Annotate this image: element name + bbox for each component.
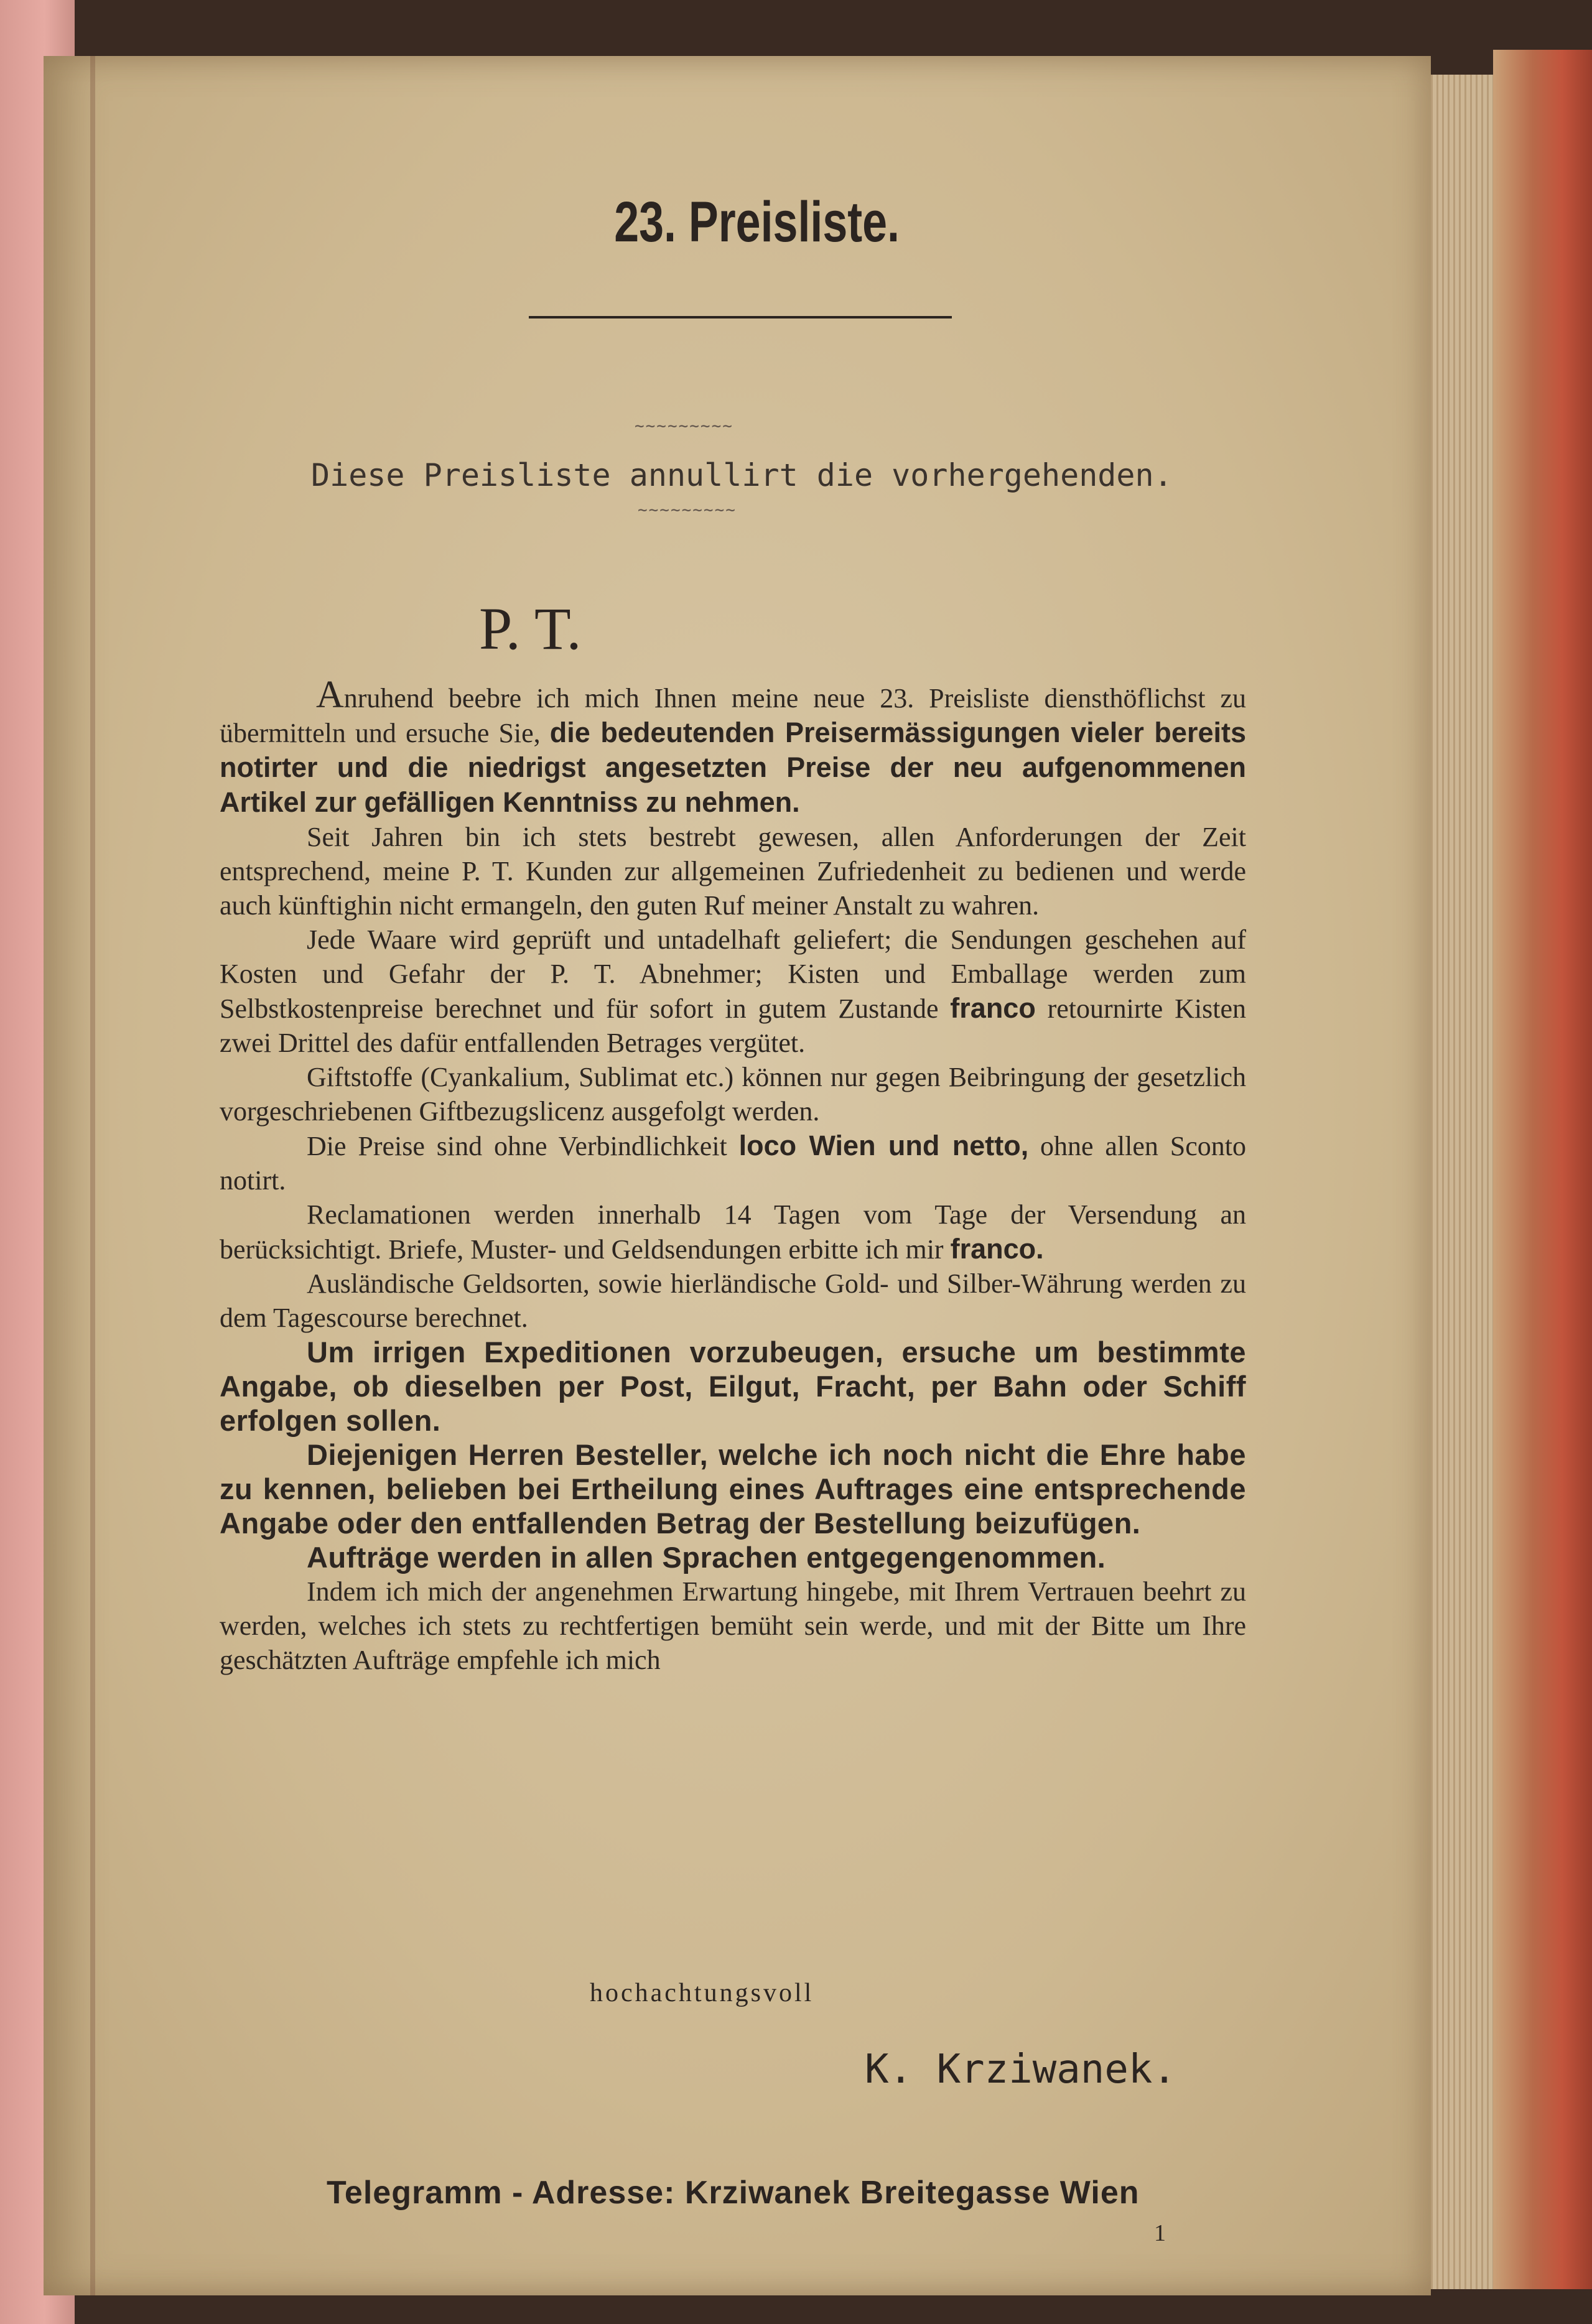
paragraph-diejenigen: Diejenigen Herren Besteller, welche ich noch nicht die Ehre habe zu kennen, belieben bei Ertheilung eines Auftrages eine entsprechende Angabe oder den entfallenden Betrag der Bestellung beizufügen. <box>220 1438 1246 1540</box>
document-page <box>44 56 1431 2295</box>
ornament-bottom: ~~~~~~~~~ <box>638 501 737 519</box>
telegram-address: Telegramm - Adresse: Krziwanek Breitegasse Wien <box>327 2175 1140 2211</box>
letter-body <box>220 674 1246 1677</box>
paragraph-indem: Indem ich mich der angenehmen Erwartung hingebe, mit Ihrem Vertrauen beehrt zu werden, welches ich stets zu rechtfertigen bemüht sein werde, und mit der Bitte um Ihre geschätzten Aufträge empfehle ich mich <box>220 1576 1246 1675</box>
intro-bold-text: die bedeutenden Preisermässigungen vieler bereits notirter und die niedrigst angesetzten Preise der neu aufgenommenen Artikel zur gefälligen Kenntniss zu nehmen. <box>220 717 1246 818</box>
franco-bold-2: franco. <box>950 1233 1044 1265</box>
ornament-top: ~~~~~~~~~ <box>635 417 733 435</box>
intro-text: nruhend beebre ich mich Ihnen meine neue 23. Preisliste diensthöflichst zu übermitteln und ersuche Sie, <box>220 683 1246 748</box>
intro-paragraph <box>220 674 1246 820</box>
closing-phrase: hochachtungsvoll <box>590 1979 814 2007</box>
paragraph-auslaendische: Ausländische Geldsorten, sowie hierländische Gold- und Silber-Währung werden zu dem Tagescourse berechnet. <box>220 1268 1246 1333</box>
page-edges <box>1422 75 1496 2289</box>
book-cover-right <box>1493 50 1592 2289</box>
page-number: 1 <box>1154 2220 1166 2246</box>
paragraph-preise: Die Preise sind ohne Verbindlichkeit loco Wien und netto, ohne allen Sconto notirt. <box>220 1130 1246 1196</box>
signature: K. Krziwanek. <box>865 2047 1176 2093</box>
paragraph-seit: Seit Jahren bin ich stets bestrebt gewesen, allen Anforderungen der Zeit entsprechend, meine P. T. Kunden zur allgemeinen Zufriedenheit zu bedienen und werde auch künftighin nicht ermangeln, den guten Ruf meiner Anstalt zu wahren. <box>220 822 1246 921</box>
paragraph-jede: Jede Waare wird geprüft und untadelhaft geliefert; die Sendungen geschehen auf Kosten und Gefahr der P. T. Abnehmer; Kisten und Emballage werden zum Selbstkostenpreise berechnet und für sofort in gutem Zustande franco retournirte Kisten zwei Drittel des dafür entfallenden Betrages vergütet. <box>220 924 1246 1058</box>
page-title: 23. Preisliste. <box>614 190 900 254</box>
binding-gutter <box>90 56 95 2295</box>
initial-letter: A <box>316 674 344 716</box>
paragraph-auftraege: Aufträge werden in allen Sprachen entgegengenommen. <box>307 1541 1106 1574</box>
franco-bold: franco <box>950 992 1036 1024</box>
loco-wien-bold: loco Wien und netto, <box>738 1130 1029 1161</box>
paragraph-reclamationen: Reclamationen werden innerhalb 14 Tagen vom Tage der Versendung an berücksichtigt. Briefe, Muster- und Geldsendungen erbitte ich mir franco. <box>220 1199 1246 1265</box>
paragraph-giftstoffe: Giftstoffe (Cyankalium, Sublimat etc.) können nur gegen Beibringung der gesetzlich vorgeschriebenen Giftbezugslicenz ausgefolgt werden. <box>220 1062 1246 1127</box>
annulment-notice: Diese Preisliste annullirt die vorhergehenden. <box>311 457 1173 493</box>
title-underline <box>529 316 952 318</box>
salutation: P. T. <box>479 595 582 662</box>
paragraph-irrigen: Um irrigen Expeditionen vorzubeugen, ersuche um bestimmte Angabe, ob dieselben per Post, Eilgut, Fracht, per Bahn oder Schiff erfolgen sollen. <box>220 1336 1246 1437</box>
